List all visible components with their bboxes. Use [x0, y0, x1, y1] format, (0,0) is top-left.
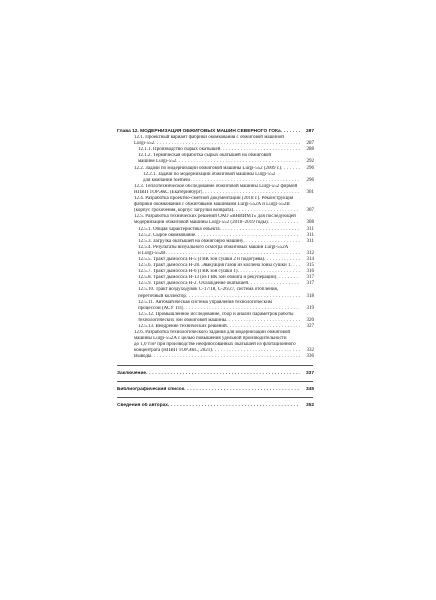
entry-text: концентрата (НПВП ТОРЭКС, 2021) [134, 348, 212, 354]
page-number: 308 [306, 220, 314, 226]
divider [117, 381, 313, 382]
dot-leader [151, 354, 300, 360]
back-matter-entry[interactable] [117, 370, 314, 377]
dot-leader [168, 403, 300, 409]
entry-text: переточный коллектор [138, 293, 186, 299]
toc-entry[interactable] [117, 183, 314, 196]
back-matter-entry[interactable] [117, 386, 314, 393]
entry-text: фабрики окомкования с обжиговыми машинами Lurgi-552A и Lurgi-552B [134, 202, 290, 208]
page-number: 316 [306, 269, 314, 275]
page-number: 327 [306, 324, 314, 329]
entry-text: 12.2.1. Задачи по модернизации обжиговой машины Lurgi-552 [143, 171, 276, 177]
entry-text: 12.5.12. Промышленное исследование, сбор и анализ параметров работы [138, 311, 294, 317]
page-number: 288 [306, 147, 314, 153]
entry-text: 12.5.5. Тракт дымососа Н-5 (ГВК зон сушки 2 и подогрева) [138, 256, 265, 262]
entry-text: Заключение [117, 370, 147, 376]
entry-text: технологических зон обжиговой машины [138, 317, 227, 323]
page-number: 287 [305, 129, 314, 134]
page-number: 311 [306, 232, 314, 238]
page-number: 332 [306, 348, 314, 354]
toc-entry[interactable] [117, 214, 314, 226]
entry-text: модернизации обжиговой машины Lurgi-552 (2018–2019 годы) [134, 220, 268, 226]
page-number: 315 [306, 263, 314, 269]
entry-text: 12.5.9. Тракт дымососа Н-2. Охлаждение окатышей [138, 281, 249, 287]
entry-line [117, 403, 300, 409]
entry-text: (корпус грохочения, корпус загрузки возврата) [134, 208, 234, 214]
entry-line [117, 387, 300, 393]
entry-text: Выводы [134, 354, 152, 360]
entry-text: процессом (АСУ ТП) [138, 305, 184, 311]
page-number: 318 [306, 293, 314, 299]
toc-entry[interactable] [117, 153, 314, 165]
back-matter-entry[interactable] [117, 402, 314, 409]
toc-entries [117, 135, 314, 360]
page-number: 311 [306, 226, 314, 232]
page-number: 287 [306, 141, 314, 147]
toc-entry[interactable] [117, 171, 314, 184]
entry-text: 12.5.8. Тракт дымососа Н-13 (из ГВК зон обжига и рекуперации) [138, 275, 277, 281]
entry-text: НПВП ТОРЭКС (Екатеринбург) [134, 189, 203, 195]
toc-entry[interactable] [117, 244, 314, 257]
chapter-title: Глава 12. МОДЕРНИЗАЦИЯ ОБЖИГОВЫХ МАШИН СЕВЕРНОГО ГОКа [117, 129, 281, 134]
entry-text: 12.5.2. Сырое окомкование [138, 232, 196, 238]
entry-line [117, 371, 300, 377]
entry-text: 12.1.1. Производство сырых окатышей [138, 147, 221, 153]
page-number: 337 [305, 370, 314, 376]
entry-text: 12.5.3. Загрузка окатышей на обжиговую машину [138, 238, 244, 244]
entry-text: 12.5.11. Автоматическая система управления технологическим [138, 299, 272, 305]
page-number: 320 [306, 317, 314, 323]
entry-text: 12.5.1. Общая характеристика объекта [138, 226, 220, 232]
entry-text: 12.5.13. Внедрение технических решений [138, 324, 227, 329]
divider [117, 365, 313, 366]
toc-entry[interactable] [117, 135, 314, 147]
entry-text: 12.5.4. Результаты визуального осмотра обжиговых машин Lurgi-552A [138, 244, 289, 250]
entry-text: 12.3. Теплотехническое обследование обжиговой машины Lurgi-552 фирмой [134, 183, 298, 189]
dot-leader [146, 371, 300, 377]
entry-text: 12.5.10. Тракт воздуходувок С-17/18, С-26/27, система отопления, [138, 287, 279, 293]
page-number: 317 [306, 281, 314, 287]
page-number: 301 [306, 189, 314, 195]
entry-text: машины Lurgi-552A с целью повышения удельной производительности [134, 336, 287, 342]
page-number: 296 [306, 177, 314, 183]
page-number: 311 [306, 238, 314, 244]
page-number: 312 [306, 250, 314, 256]
toc-entry[interactable] [117, 299, 314, 312]
entry-text: 12.4. Разработка проектно-сметной документации (2018 г.). Реконструкция [134, 196, 294, 202]
toc-entry[interactable] [117, 196, 314, 214]
divider [117, 397, 313, 398]
toc-entry[interactable] [117, 287, 314, 299]
dot-leader [184, 387, 300, 393]
entry-text: 12.1. Проектный вариант фабрики окомкования с обжиговой машиной [134, 135, 284, 141]
page-number: 314 [306, 256, 314, 262]
entry-text: 12.6. Разработка технологического задания для модернизации обжиговой [134, 330, 291, 336]
page-number: 319 [306, 305, 314, 311]
entry-text: и Lurgi-552B [138, 250, 166, 256]
back-matter [117, 370, 314, 409]
entry-text: 12.5.6. Тракт дымососа Н-28. Эвакуация газов из коллена зоны сушки 1 [138, 263, 291, 269]
entry-text: Библиографический список [117, 386, 185, 392]
entry-text: Lurgi-552 [134, 141, 155, 147]
page-number: 345 [305, 386, 314, 392]
table-of-contents [117, 129, 314, 409]
entry-text: 12.5.7. Тракт дымососа Н-6 (ГВК зон сушки 1) [138, 269, 238, 275]
toc-entry[interactable] [117, 354, 314, 360]
page-number: 336 [306, 354, 314, 360]
entry-text: 12.1.2. Термическая обработка сырых окатышей на обжиговой [138, 153, 272, 159]
entry-line [134, 354, 300, 360]
toc-entry[interactable] [117, 311, 314, 324]
page-number: 352 [305, 402, 314, 408]
entry-text: для компании Siemens [143, 177, 191, 183]
page-number: 292 [306, 159, 314, 165]
page-number: 307 [306, 208, 314, 214]
entry-text: Сведения об авторах [117, 402, 168, 408]
page-number: 296 [306, 165, 314, 171]
entry-text: 12.5. Разработка технических решений ОАО «ВНИИМТ» для последующей [134, 214, 296, 220]
entry-text: 12.2. Задачи по модернизации обжиговой машины Lurgi-552 (2009 г.) [134, 165, 282, 171]
entry-text: машине Lurgi-552 [138, 159, 177, 165]
page-number: 317 [306, 275, 314, 281]
entry-text: до 1,0 т/м² при производстве неофлюсованных окатышей из флотационного [134, 342, 296, 348]
toc-entry[interactable] [117, 330, 314, 354]
